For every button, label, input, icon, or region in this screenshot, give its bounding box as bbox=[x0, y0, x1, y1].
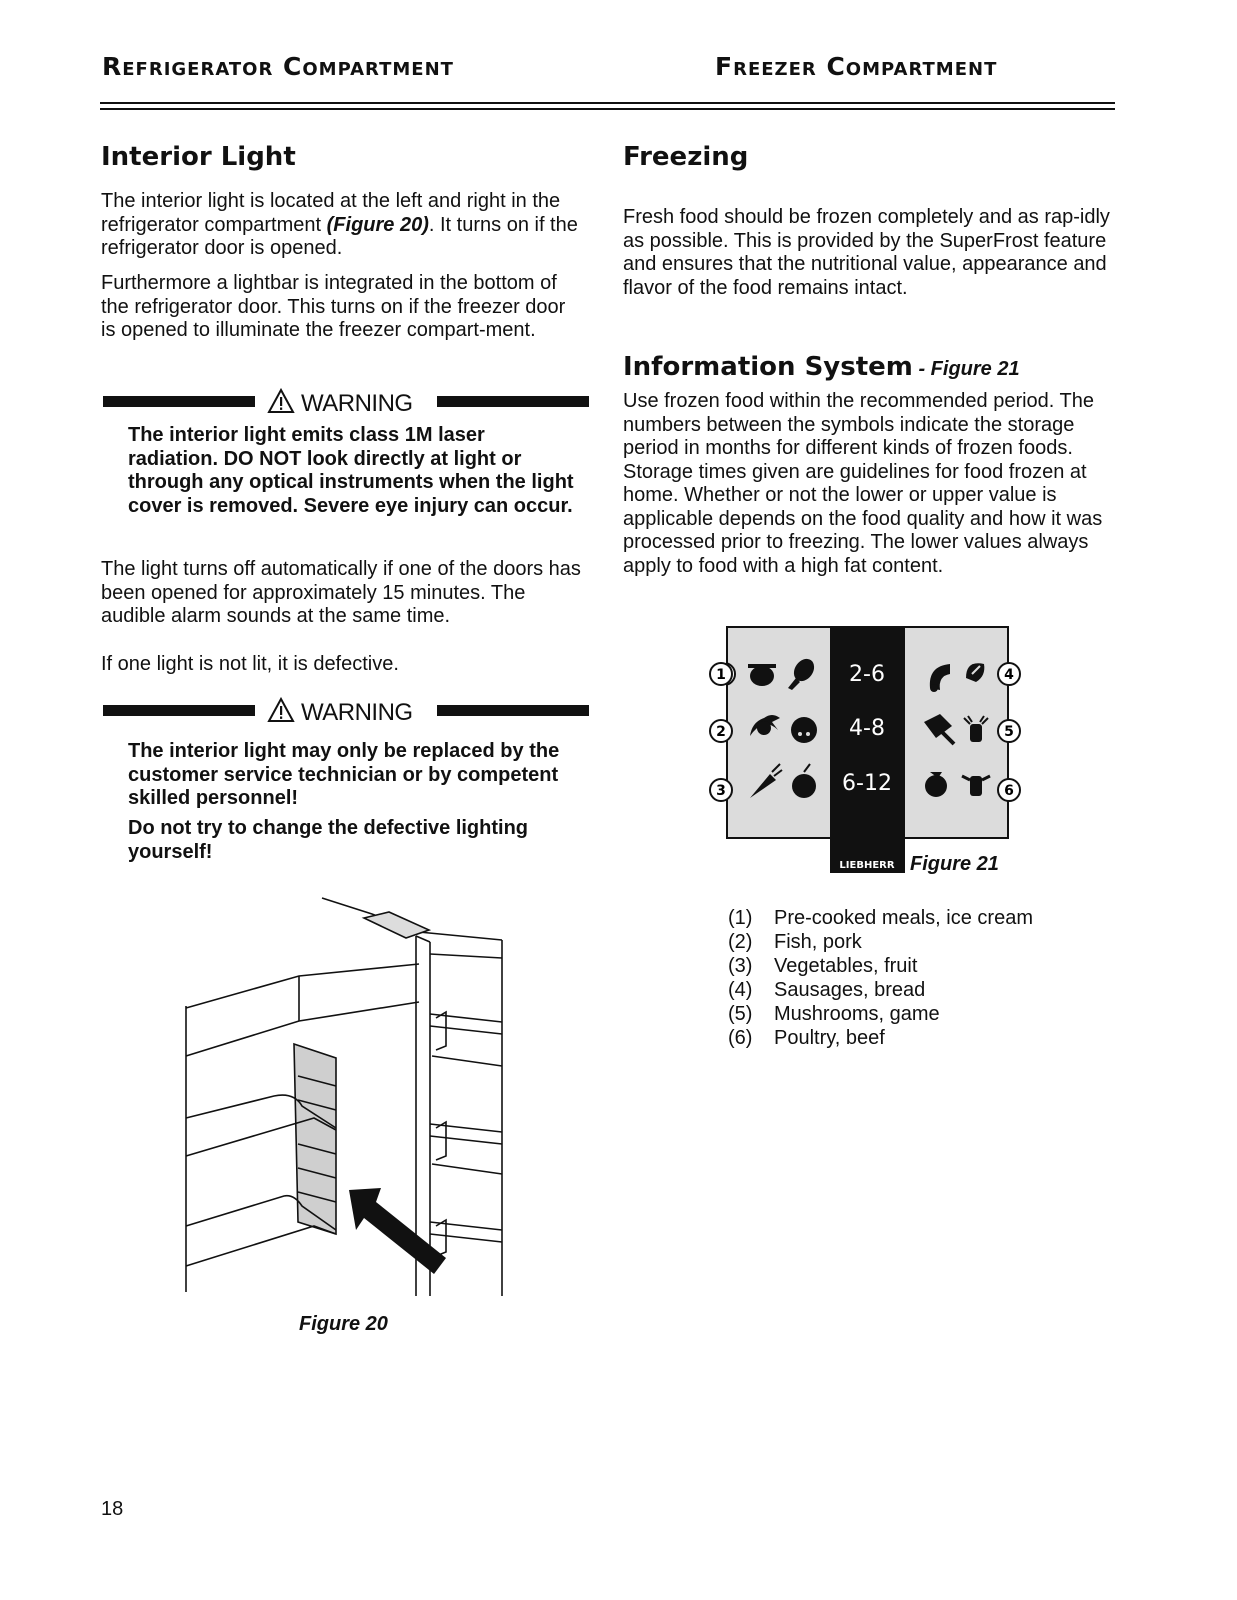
figure-reference: (Figure 20) bbox=[326, 213, 429, 236]
interior-light-heading: Interior Light bbox=[101, 142, 296, 172]
interior-light-paragraph-2: Furthermore a lightbar is integrated in the bottom of the refrigerator door. This turns on if the freezer door is opened to illuminate the freezer compart-ment. bbox=[101, 272, 566, 341]
list-item: (5) Mushrooms, game bbox=[728, 1003, 940, 1025]
list-item: (1) Pre-cooked meals, ice cream bbox=[728, 907, 1033, 929]
liebherr-logo: LIEBHERR bbox=[839, 860, 895, 871]
marker-1: 1 bbox=[716, 667, 726, 683]
warning-replace-text: The interior light may only be replaced by the customer service technician or by competent skilled personnel! bbox=[128, 740, 560, 809]
information-system-paragraph: Use frozen food within the recommended period. The numbers between the symbols indicate the storage period in months for different kinds of frozen foods. Storage times given are guidelines for food frozen at home. Whether or not the lower or upper value is applicable depends on the food quality and how it was processed prior to freezing. The lower values always apply to food with a high fat content. bbox=[623, 390, 1103, 577]
marker-6: 6 bbox=[1004, 783, 1014, 799]
warning-diy-text: Do not try to change the defective lighting yourself! bbox=[128, 817, 529, 863]
freezing-heading: Freezing bbox=[623, 142, 749, 172]
period-label: 6-12 bbox=[842, 771, 892, 796]
list-item: (3) Vegetables, fruit bbox=[728, 955, 918, 977]
marker-5: 5 bbox=[1004, 724, 1014, 740]
list-item: (4) Sausages, bread bbox=[728, 979, 926, 1001]
period-label: 4-8 bbox=[849, 716, 885, 741]
storage-period-chart bbox=[726, 626, 1016, 881]
interior-light-paragraph-1: The interior light is located at the left and right in the refrigerator compartment (Figure 20). It turns on if the refrigerator door is opened. bbox=[101, 190, 578, 259]
refrigerator-light-illustration bbox=[184, 896, 506, 1302]
food-legend bbox=[728, 906, 1033, 1050]
marker-4: 4 bbox=[1004, 667, 1014, 683]
header-rule bbox=[100, 108, 1115, 110]
interior-light-paragraph-3: The light turns off automatically if one of the doors has been opened for approximately 15 minutes. The audible alarm sounds at the same time. bbox=[101, 558, 581, 627]
warning-laser-text: The interior light emits class 1M laser radiation. DO NOT look directly at light or through any optical instruments when the light cover is removed. Severe eye injury can occur. bbox=[128, 424, 574, 517]
warning-triangle-icon bbox=[267, 388, 295, 414]
warning-banner: WARNING bbox=[103, 697, 589, 725]
marker-3: 3 bbox=[716, 783, 726, 799]
marker-2: 2 bbox=[716, 724, 726, 740]
information-system-heading: Information System - Figure 21 bbox=[623, 352, 1020, 382]
marker-column-right bbox=[996, 660, 1022, 804]
figure-reference: - Figure 21 bbox=[912, 358, 1020, 380]
list-item: (6) Poultry, beef bbox=[728, 1027, 885, 1049]
warning-banner: WARNING bbox=[103, 388, 589, 416]
interior-light-paragraph-4: If one light is not lit, it is defective. bbox=[101, 653, 399, 675]
freezing-paragraph: Fresh food should be frozen completely and as rap-idly as possible. This is provided by the SuperFrost feature and ensures that the nutritional value, appearance and flavor of the food remains intact. bbox=[623, 206, 1110, 299]
figure-21-caption: Figure 21 bbox=[910, 853, 999, 875]
period-label: 2-6 bbox=[849, 662, 885, 687]
pig-icon bbox=[791, 717, 817, 743]
marker-column-left bbox=[708, 660, 734, 804]
list-item: (2) Fish, pork bbox=[728, 931, 862, 953]
header-rule bbox=[100, 102, 1115, 104]
section-header-left: Refrigerator Compartment bbox=[102, 52, 454, 81]
warning-triangle-icon bbox=[267, 697, 295, 723]
figure-20-caption: Figure 20 bbox=[299, 1313, 388, 1335]
page-number: 18 bbox=[101, 1498, 124, 1520]
section-header-right: Freezer Compartment bbox=[715, 52, 998, 81]
